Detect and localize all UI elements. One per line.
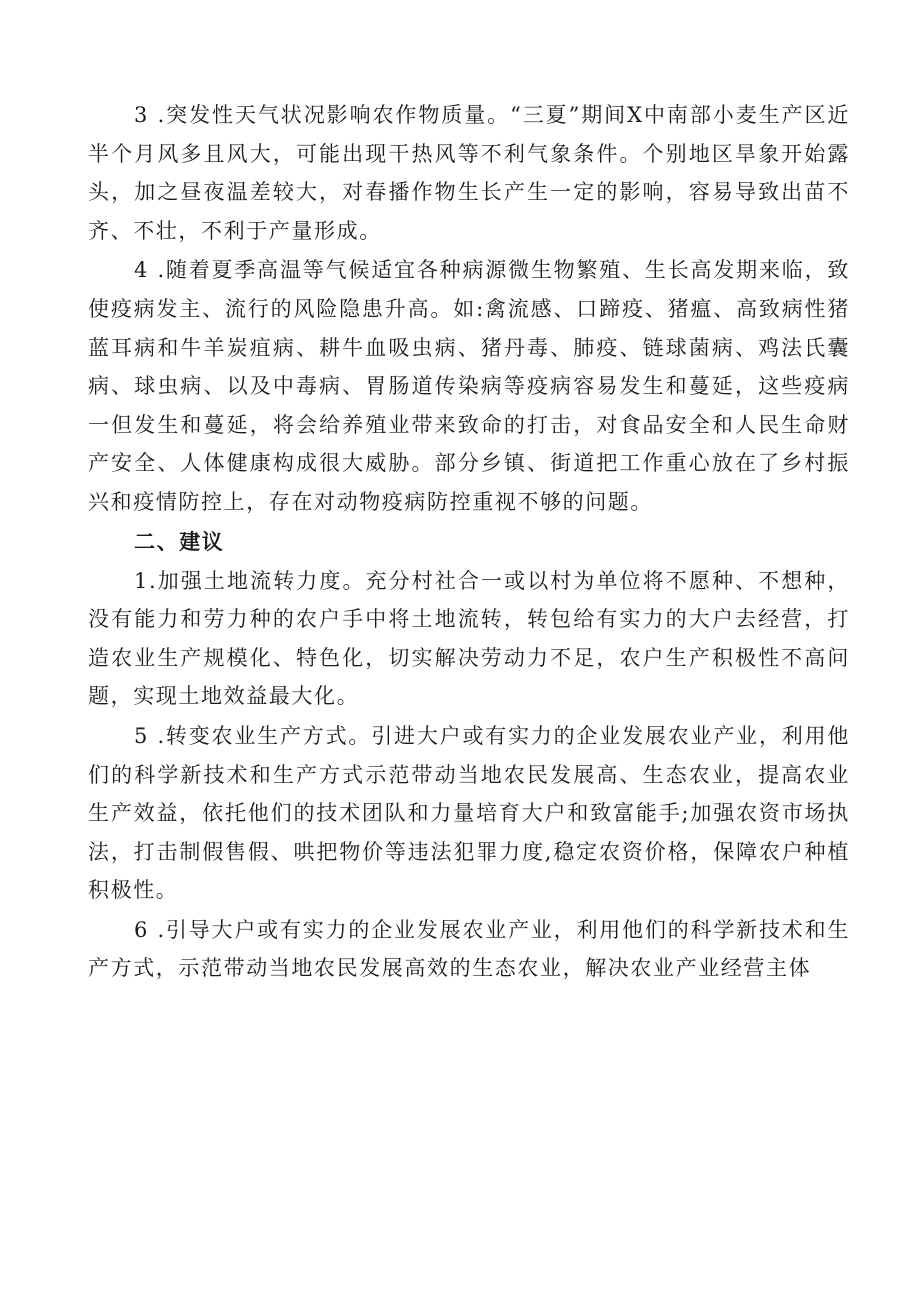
paragraph-4-disease-risk: 4 .随着夏季高温等气候适宜各种病源微生物繁殖、生长高发期来临，致使疫病发主、流行的风险隐患升高。如:禽流感、口蹄疫、猪瘟、高致病性猪蓝耳病和牛羊炭疽病、耕牛血吸虫病、猪丹毒、肺疫、链球菌病、鸡法氏囊病、球虫病、以及中毒病、胃肠道传染病等疫病容易发生和蔓延，这些疫病一但发生和蔓延，将会给养殖业带来致命的打击，对食品安全和人民生命财产安全、人体健康构成很大威胁。部分乡镇、街道把工作重心放在了乡村振兴和疫情防控上，存在对动物疫病防控重视不够的问题。 bbox=[88, 258, 850, 514]
paragraph-3-weather-impact: 3 .突发性天气状况影响农作物质量。“三夏”期间X中南部小麦生产区近半个月风多且风大，可能出现干热风等不利气象条件。个别地区旱象开始露头，加之昼夜温差较大，对春播作物生长产生一定的影响，容易导致出苗不齐、不壮，不利于产量形成。 bbox=[88, 103, 850, 243]
document-page bbox=[88, 96, 850, 988]
suggestion-5-production-mode: 5 .转变农业生产方式。引进大户或有实力的企业发展农业产业，利用他们的科学新技术和生产方式示范带动当地农民发展高、生态农业，提高农业生产效益，依托他们的技术团队和力量培育大户和致富能手;加强农资市场执法，打击制假售假、哄把物价等违法犯罪力度,稳定农资价格，保障农户种植积极性。 bbox=[88, 723, 850, 903]
suggestion-6-guide-enterprises: 6 .引导大户或有实力的企业发展农业产业，利用他们的科学新技术和生产方式，示范带动当地农民发展高效的生态农业，解决农业产业经营主体 bbox=[88, 917, 850, 981]
suggestion-1-land-transfer: 1.加强土地流转力度。充分村社合一或以村为单位将不愿种、不想种，没有能力和劳力种的农户手中将土地流转，转包给有实力的大户去经营，打造农业生产规模化、特色化，切实解决劳动力不足，农户生产积极性不高问题，实现土地效益最大化。 bbox=[88, 568, 850, 709]
section-heading-suggestions: 二、建议 bbox=[134, 529, 225, 554]
